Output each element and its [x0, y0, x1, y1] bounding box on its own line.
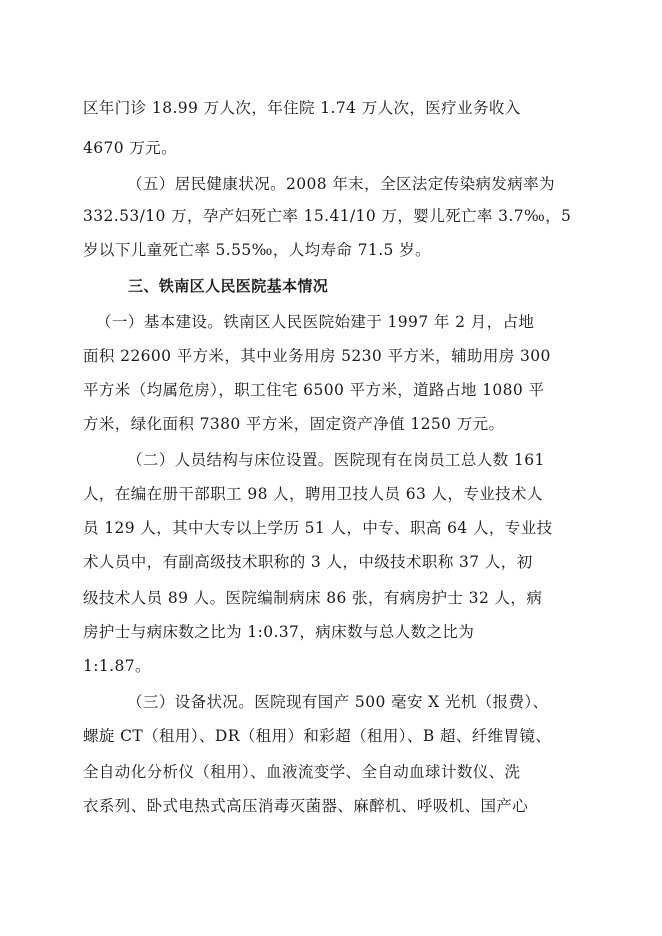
text-line-21: 衣系列、卧式电热式高压消毒灭菌器、麻醉机、呼吸机、国产心 — [83, 797, 529, 815]
section-heading: 三、铁南区人民医院基本情况 — [128, 277, 329, 295]
text-line-19: 螺旋 CT（租用）、DR（租用）和彩超（租用）、B 超、纤维胃镜、 — [83, 727, 552, 745]
text-line-18: （三）设备状况。医院现有国产 500 毫安 X 光机（报费）、 — [127, 693, 549, 711]
text-line-7: （一）基本建设。铁南区人民医院始建于 1997 年 2 月，占地 — [96, 313, 535, 331]
text-line-3: （五）居民健康状况。2008 年末，全区法定传染病发病率为 — [127, 175, 555, 193]
text-line-20: 全自动化分析仪（租用）、血液流变学、全自动血球计数仪、洗 — [83, 763, 521, 781]
text-line-8: 面积 22600 平方米，其中业务用房 5230 平方米，辅助用房 300 — [83, 347, 551, 365]
text-line-11: （二）人员结构与床位设置。医院现有在岗员工总人数 161 — [127, 451, 545, 469]
text-line-2: 4670 万元。 — [83, 139, 178, 157]
text-line-15: 级技术人员 89 人。医院编制病床 86 张，有病房护士 32 人，病 — [83, 589, 543, 607]
text-line-1: 区年门诊 18.99 万人次，年住院 1.74 万人次，医疗业务收入 — [83, 99, 521, 117]
text-line-17: 1:1.87。 — [83, 657, 151, 675]
text-line-5: 岁以下儿童死亡率 5.55‰，人均寿命 71.5 岁。 — [83, 241, 431, 259]
text-line-14: 术人员中，有副高级技术职称的 3 人，中级技术职称 37 人，初 — [83, 553, 533, 571]
text-line-16: 房护士与病床数之比为 1:0.37，病床数与总人数之比为 — [83, 623, 475, 641]
text-line-13: 员 129 人，其中大专以上学历 51 人，中专、职高 64 人，专业技 — [83, 519, 553, 537]
text-line-12: 人，在编在册干部职工 98 人，聘用卫技人员 63 人，专业技术人 — [83, 485, 543, 503]
text-line-10: 方米，绿化面积 7380 平方米，固定资产净值 1250 万元。 — [83, 415, 505, 433]
text-line-4: 332.53/10 万，孕产妇死亡率 15.41/10 万，婴儿死亡率 3.7‰，5 — [83, 207, 572, 225]
text-line-9: 平方米（均属危房），职工住宅 6500 平方米，道路占地 1080 平 — [83, 381, 545, 399]
